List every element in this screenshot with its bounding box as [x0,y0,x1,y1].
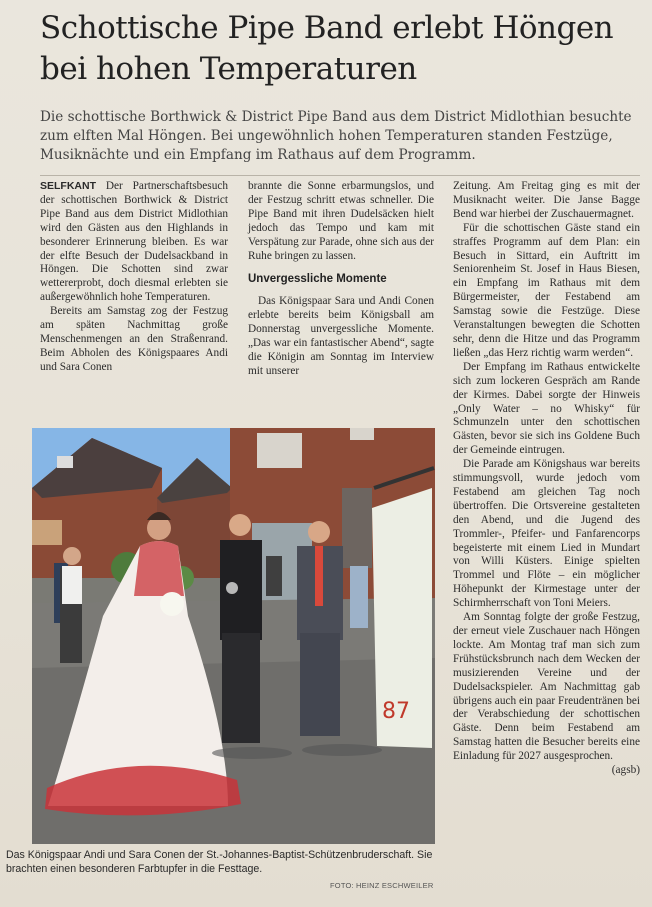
paragraph-last [453,611,640,777]
paragraph: brannte die Sonne erbarmungslos, und der Festzug schritt etwas schneller. Die Pipe Band mit ihren Dudelsäcken hielt jedoch das Tempo und kam mit Verspätung zur Parade, ohne sich aus der Ruhe bringen zu lassen. [248,180,434,262]
paragraph: Der Empfang im Rathaus entwickelte sich zum lockeren Gespräch am Rande der Kirmes. Dabei sorgte der Hinweis „Only Water – no Whisky“ für Schmunzeln unter den schottischen Gästen, bevor sie sich ins Goldene Buch der Gemeinde eintrugen. [453,360,640,457]
paragraph: Zeitung. Am Freitag ging es mit der Musiknacht weiter. Die Janse Bagge Bend war hierbei der Zuschauermagnet. [453,180,640,220]
king-head [229,514,251,536]
divider [40,175,640,176]
photo-caption: Das Königspaar Andi und Sara Conen der St.-Johannes-Baptist-Schützenbruderschaft. Sie brachten einen besonderen Farbtupfer in die Festtage. [6,849,433,875]
photo-illustration [32,428,435,844]
man-suit-head [308,521,330,543]
bystander [350,566,368,628]
shadow [212,747,292,759]
queen-dress-bodice [134,541,184,596]
paragraph: Bereits am Samstag zog der Festzug am späten Nachmittag große Menschenmengen an den Straßenrand. Beim Abholen des Königspaares Andi und Sara Conen [40,305,228,373]
photo-credit: FOTO: HEINZ ESCHWEILER [330,881,434,890]
paragraph [40,180,228,305]
paragraph-text: Der Partnerschaftsbesuch der schottischen Borthwick & District Pipe Band aus dem District Midlothian wird den Gästen aus den Highlands in besonderer Erinnerung bleiben. Es war der elfte Besuch der Dudelsackband in Höngen. Die Schotten sind zwar wettererprobt, doch diesmal erlebten sie außergewöhnlich hohe Temperaturen. [40,180,229,304]
king-medal [226,582,238,594]
bystander-shirt [62,566,82,604]
doorway [342,488,372,568]
column-2 [248,180,434,379]
article-photo [32,428,435,844]
headline: Schottische Pipe Band erlebt Höngen bei hohen Temperaturen [40,10,614,87]
bouquet [160,592,184,616]
paragraph-text: Am Sonntag folgte der große Festzug, der erneut viele Zuschauer nach Höngen lockte. Am Montag traf man sich zum Frühstücksbrunch nach dem Wecken der musizierenden Vereine und der Dudelsackspieler. Am Nachmittag gab übrigens auch ein paar Freudentränen bei der Verabschiedung der schottischen Gäste. Denn beim Festabend am Samstag hatten die Besucher bereits eine Einladung für 2027 ausgesprochen. [453,611,640,763]
king-vest [220,540,262,640]
bystander-head [63,547,81,565]
column-3 [453,180,640,778]
paragraph: Das Königspaar Sara und Andi Conen erlebte bereits beim Königsball am Donnerstag unvergessliche Momente. „Das war ein fantastischer Abend“, sagte die Königin am Sonntag im Interview mit unserer [248,295,434,377]
man-suit-trousers [300,633,340,736]
teaser: Die schottische Borthwick & District Pipe Band aus dem District Midlothian besuchte zum elften Mal Höngen. Bei ungewöhnlich hohen Temperaturen standen Festzüge, Musiknächte und ein Empfang im Rathaus auf dem Programm. [40,109,632,163]
banner [32,520,62,545]
dateline: SELFKANT [40,180,96,192]
window [257,433,302,468]
byline: (agsb) [611,764,640,777]
bystander [266,556,282,596]
king-trousers [222,633,260,743]
subheading: Unvergessliche Momente [248,273,387,286]
window [57,456,73,468]
window [350,428,374,440]
column-1 [40,180,228,375]
sign-mark: 87 [382,699,410,724]
paragraph: Die Parade am Königshaus war bereits stimmungsvoll, wurde jedoch vom Festabend am gleichen Tag noch übertroffen. Die Ortsvereine gestalteten den Abend, und die Jugend des Trommler-, Pfeifer- und Fanfarencorps begeisterte mit einem Lied in Mundart von Willi Küsters. Einige spielten Trommel und Flöte – ein möglicher Höhepunkt der Kirmestage unter der Schirmherrschaft von Toni Meiers. [453,458,640,610]
shadow [302,744,382,756]
paragraph: Für die schottischen Gäste stand ein straffes Programm auf dem Plan: ein Besuch in Sittard, ein Auftritt im Seniorenheim St. Josef in Haus Biesen, ein Empfang im Rathaus mit dem Bürgermeister, der Festabend am Samstag sowie die Festzüge. Diese Veranstaltungen bewegten die Schotten sehr, denn die Hitze und das Programm ließen „das Herz richtig warm werden“. [453,221,640,359]
man-suit-tie [315,546,323,606]
